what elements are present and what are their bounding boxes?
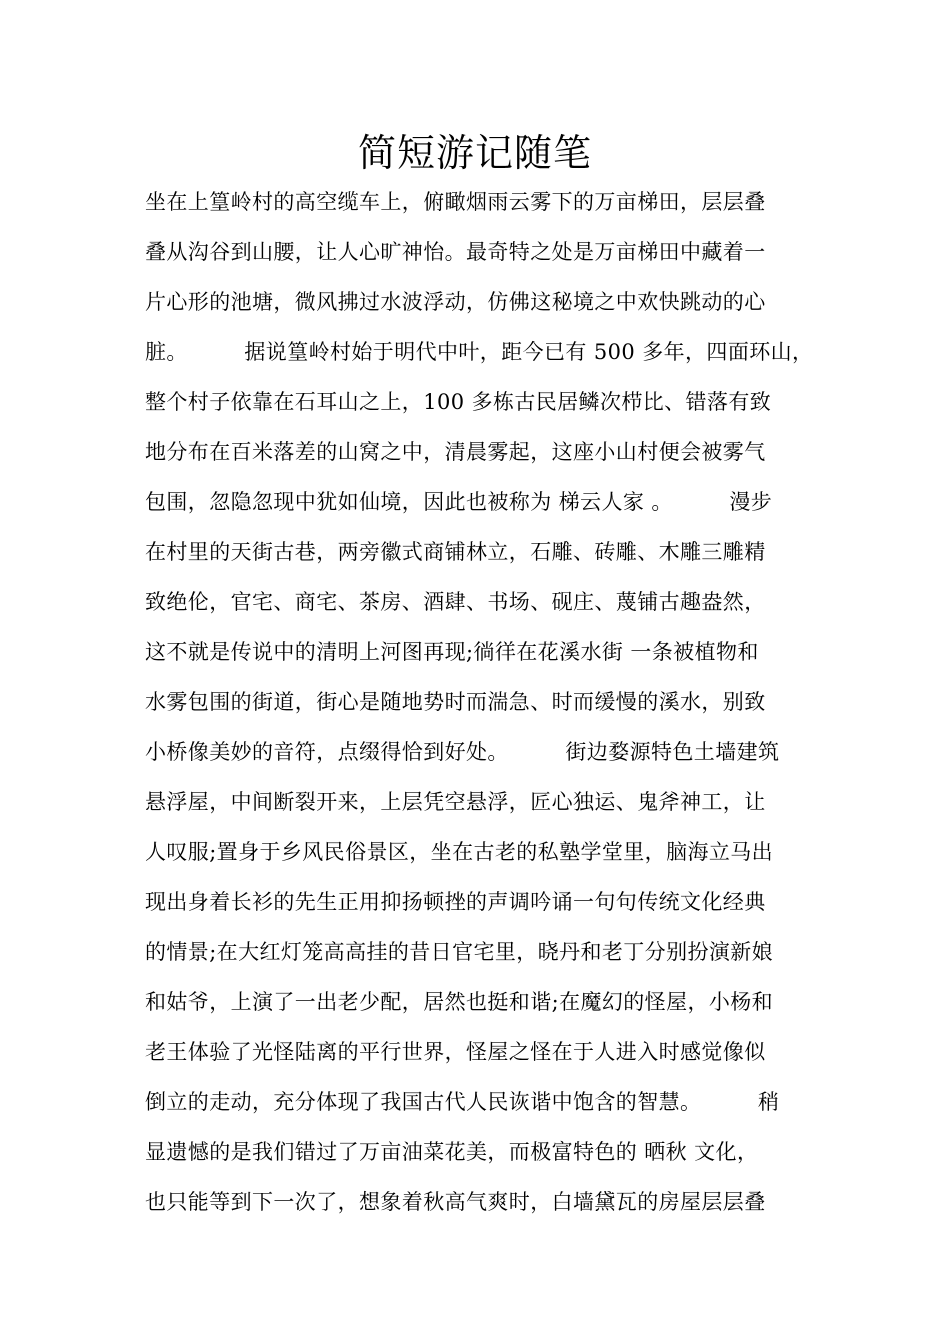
text-line: 也只能等到下一次了，想象着秋高气爽时，白墙黛瓦的房屋层层叠 xyxy=(145,1190,766,1214)
text-line: 水雾包围的街道，街心是随地势时而湍急、时而缓慢的溪水，别致 xyxy=(145,690,766,714)
text-line: 和姑爷，上演了一出老少配，居然也挺和谐;在魔幻的怪屋，小杨和 xyxy=(145,990,774,1014)
text-line: 坐在上篁岭村的高空缆车上，俯瞰烟雨云雾下的万亩梯田，层层叠 xyxy=(145,190,766,214)
text-line: 这不就是传说中的清明上河图再现;徜徉在花溪水街 一条被植物和 xyxy=(145,640,759,664)
text-line: 整个村子依靠在石耳山之上，100 多栋古民居鳞次栉比、错落有致 xyxy=(145,390,772,414)
text-line: 叠从沟谷到山腰，让人心旷神怡。最奇特之处是万亩梯田中藏着一 xyxy=(145,240,766,264)
text-line: 片心形的池塘，微风拂过水波浮动，仿佛这秘境之中欢快跳动的心 xyxy=(145,290,766,314)
text-line: 包围，忽隐忽现中犹如仙境，因此也被称为 梯云人家 。 漫步 xyxy=(145,490,773,514)
text-line: 显遗憾的是我们错过了万亩油菜花美，而极富特色的 晒秋 文化， xyxy=(145,1140,759,1164)
text-line: 地分布在百米落差的山窝之中，清晨雾起，这座小山村便会被雾气 xyxy=(145,440,766,464)
text-line: 现出身着长衫的先生正用抑扬顿挫的声调吟诵一句句传统文化经典 xyxy=(145,890,766,914)
text-line: 悬浮屋，中间断裂开来，上层凭空悬浮，匠心独运、鬼斧神工，让 xyxy=(145,790,766,814)
text-line: 倒立的走动，充分体现了我国古代人民诙谐中饱含的智慧。 稍 xyxy=(145,1090,780,1114)
text-line: 在村里的天街古巷，两旁徽式商铺林立，石雕、砖雕、木雕三雕精 xyxy=(145,540,766,564)
text-line: 的情景;在大红灯笼高高挂的昔日官宅里，晓丹和老丁分别扮演新娘 xyxy=(145,940,774,964)
document-title: 简短游记随笔 xyxy=(357,131,592,175)
text-line: 人叹服;置身于乡风民俗景区，坐在古老的私塾学堂里，脑海立马出 xyxy=(145,840,774,864)
text-line: 致绝伦，官宅、商宅、茶房、酒肆、书场、砚庄、蔑铺古趣盎然， xyxy=(145,590,766,614)
text-line: 小桥像美妙的音符，点缀得恰到好处。 街边婺源特色土墙建筑 xyxy=(145,740,780,764)
text-line: 脏。 据说篁岭村始于明代中叶，距今已有 500 多年，四面环山， xyxy=(145,340,814,364)
text-line: 老王体验了光怪陆离的平行世界，怪屋之怪在于人进入时感觉像似 xyxy=(145,1040,766,1064)
document-body xyxy=(145,182,825,1232)
